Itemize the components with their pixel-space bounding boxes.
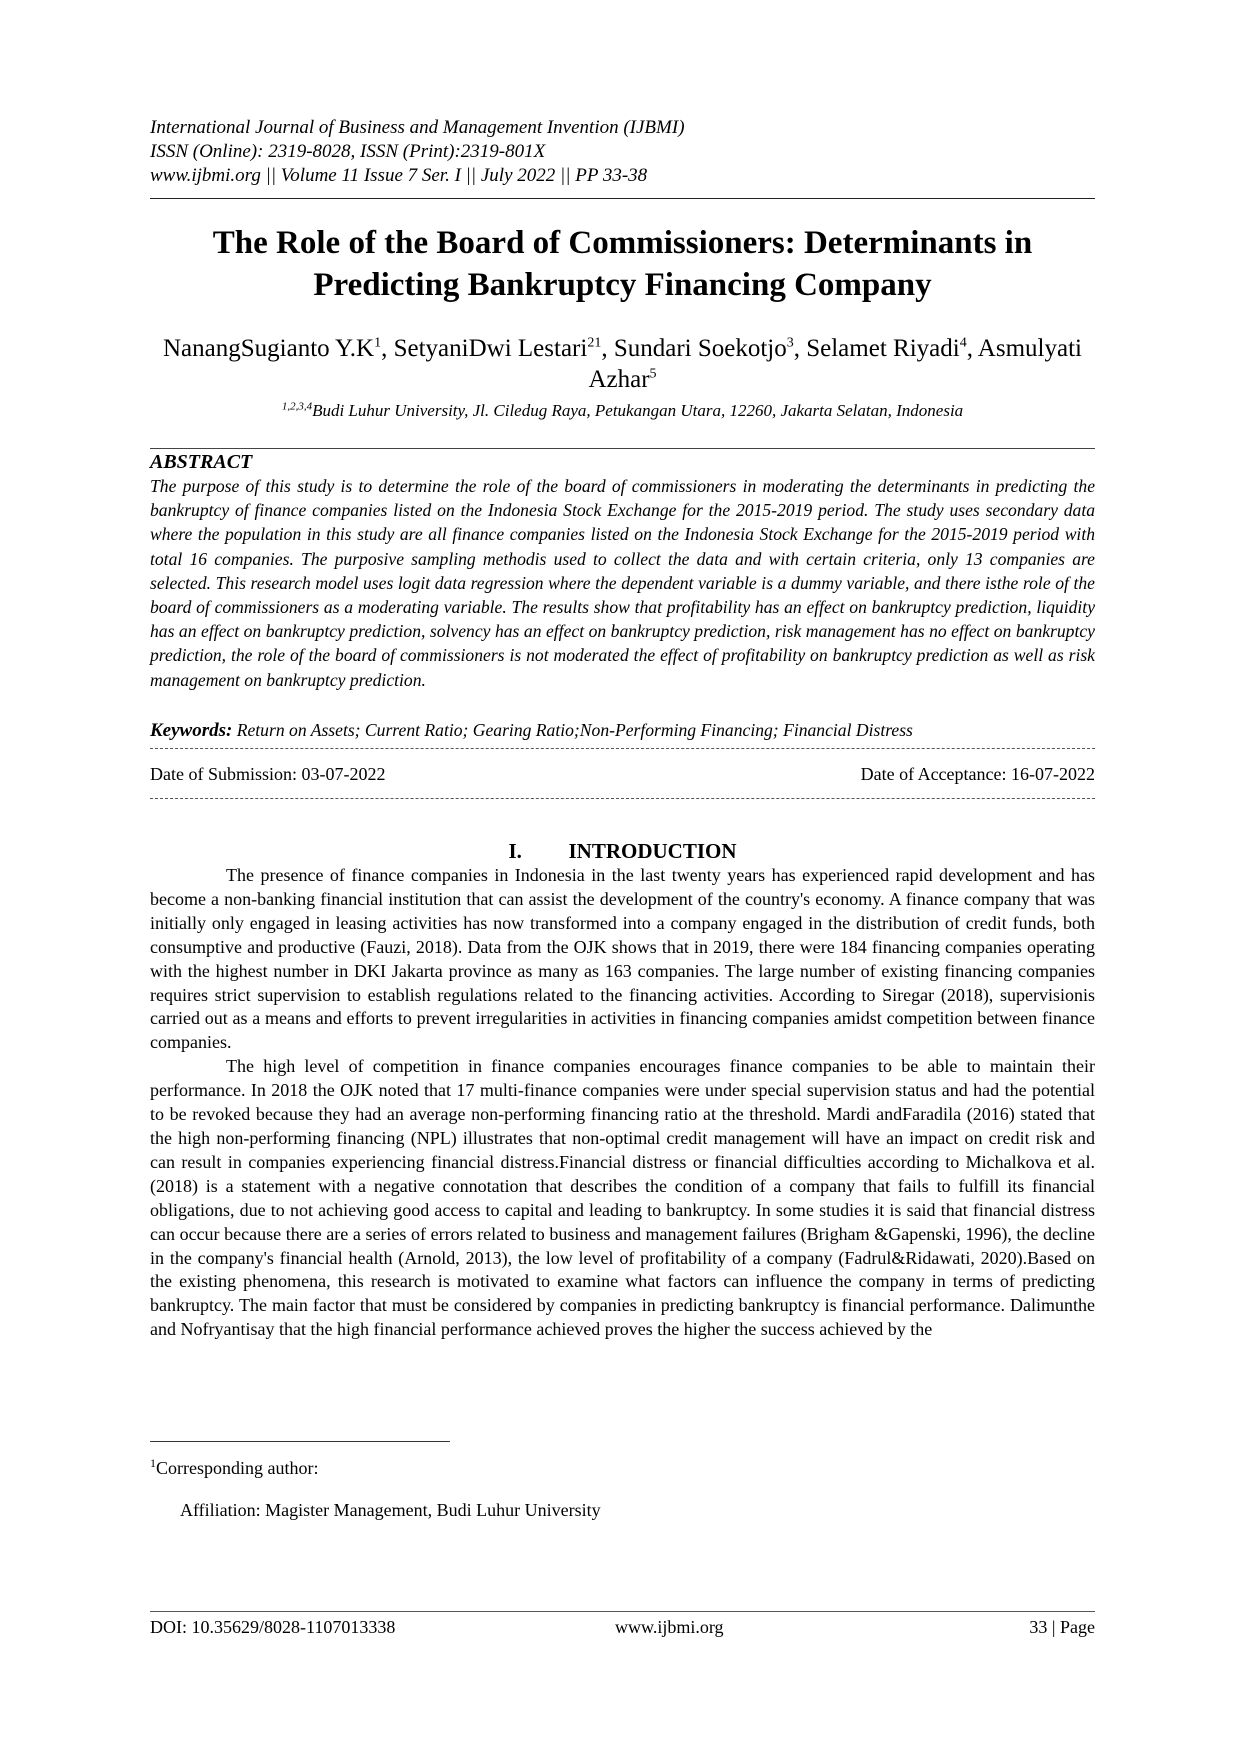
affiliation-text: Budi Luhur University, Jl. Ciledug Raya, Petukangan Utara, 12260, Jakarta Selatan, Indonesia [312,401,964,420]
footnote-rule [150,1441,450,1442]
introduction-body [150,864,1095,1342]
author-affiliation [150,400,1095,422]
author-sup: 5 [649,366,657,382]
paper-title [150,222,1095,306]
dashed-divider-bottom [150,798,1095,799]
footnote-corresponding [150,1451,318,1480]
keywords-text: Return on Assets; Current Ratio; Gearing Ratio;Non-Performing Financing; Financial Distress [236,720,913,740]
author-name: , Asmulyati Azhar [588,335,1082,393]
author-name: , Sundari Soekotjo [601,335,787,362]
section-title: INTRODUCTION [568,839,737,863]
dashed-divider-top [150,748,1095,749]
author-name: NanangSugianto Y.K [163,335,375,362]
abstract-text: The purpose of this study is to determine the role of the board of commissioners in moderating the determinants in predicting the bankruptcy of finance companies listed on the Indonesia Stock Exchange for the 2015-2019 period. The study uses secondary data where the population in this study are all finance companies listed on the Indonesia Stock Exchange for the 2015-2019 period with total 16 companies. The purposive sampling methodis used to collect the data and with certain criteria, only 13 companies are selected. This research model uses logit data regression where the dependent variable is a dummy variable, and there isthe role of the board of commissioners as a moderating variable. The results show that profitability has an effect on bankruptcy prediction, liquidity has an effect on bankruptcy prediction, solvency has an effect on bankruptcy prediction, risk management has no effect on bankruptcy prediction, the role of the board of commissioners is not moderated the effect of profitability on bankruptcy prediction as well as risk management on bankruptcy prediction. [150,476,1095,690]
intro-paragraph-1: The presence of finance companies in Indonesia in the last twenty years has experienced rapid development and has become a non-banking financial institution that can assist the development of the country's economy. A finance company that was initially only engaged in leasing activities has now transformed into a company engaged in the distribution of credit funds, both consumptive and productive (Fauzi, 2018). Data from the OJK shows that in 2019, there were 184 financing companies operating with the highest number in DKI Jakarta province as many as 163 companies. The large number of existing financing companies requires strict supervision to establish regulations related to the financing activities. According to Siregar (2018), supervisionis carried out as a means and efforts to prevent irregularities in activities in financing companies amidst competition between finance companies. [150,865,1095,1053]
journal-name: International Journal of Business and Management Invention (IJBMI) [150,117,685,138]
footer-rule [150,1611,1095,1612]
title-line-1: The Role of the Board of Commissioners: Determinants in [212,225,1033,261]
section-number: I. [508,839,522,863]
author-list [150,333,1095,395]
affiliation-sup: 1,2,3,4 [281,400,313,413]
header-rule [150,198,1095,199]
author-sup: 4 [959,335,967,351]
submission-date: Date of Submission: 03-07-2022 [150,764,386,784]
footer-website[interactable]: www.ijbmi.org [615,1617,724,1637]
author-sup: 1 [374,335,382,351]
journal-issn: ISSN (Online): 2319-8028, ISSN (Print):2319-801X [150,141,546,162]
acceptance-date: Date of Acceptance: 16-07-2022 [860,764,1095,784]
section-heading-introduction [150,838,1095,864]
journal-header [150,116,1095,188]
keywords-label: Keywords: [150,720,233,741]
author-sup: 3 [786,335,794,351]
abstract-rule [150,448,1095,449]
footer-page-number: 33 | Page [1029,1617,1095,1637]
author-sup: 21 [587,335,602,351]
journal-issue-line: www.ijbmi.org || Volume 11 Issue 7 Ser. I || July 2022 || PP 33-38 [150,165,648,186]
footnote-sup: 1 [150,1456,156,1470]
footnote-affiliation: Affiliation: Magister Management, Budi Luhur University [180,1500,601,1520]
author-name: , SetyaniDwi Lestari [381,335,588,362]
title-line-2: Predicting Bankruptcy Financing Company [313,267,932,303]
footer-doi: DOI: 10.35629/8028-1107013338 [150,1617,396,1637]
author-name: , Selamet Riyadi [793,335,960,362]
intro-paragraph-2: The high level of competition in finance companies encourages finance companies to be able to maintain their performance. In 2018 the OJK noted that 17 multi-finance companies were under special supervision status and had the potential to be revoked because they had an average non-performing financing ratio at the threshold. Mardi andFaradila (2016) stated that the high non-performing financing (NPL) illustrates that non-optimal credit management will have an impact on credit risk and can result in companies experiencing financial distress.Financial distress or financial difficulties according to Michalkova et al. (2018) is a statement with a negative connotation that describes the condition of a company that fails to fulfill its financial obligations, due to not achieving good access to capital and leading to bankruptcy. In some studies it is said that financial distress can occur because there are a series of errors related to business and management failures (Brigham &Gapenski, 1996), the decline in the company's financial health (Arnold, 2013), the low level of profitability of a company (Fadrul&Ridawati, 2020).Based on the existing phenomena, this research is motivated to examine what factors can influence the company in terms of predicting bankruptcy. The main factor that must be considered by companies in predicting bankruptcy is financial performance. Dalimunthe and Nofryantisay that the high financial performance achieved proves the higher the success achieved by the [150,1056,1095,1340]
abstract-heading: ABSTRACT [150,451,253,473]
footnote-corresponding-text: Corresponding author: [156,1458,319,1478]
keywords-line [150,718,1095,743]
